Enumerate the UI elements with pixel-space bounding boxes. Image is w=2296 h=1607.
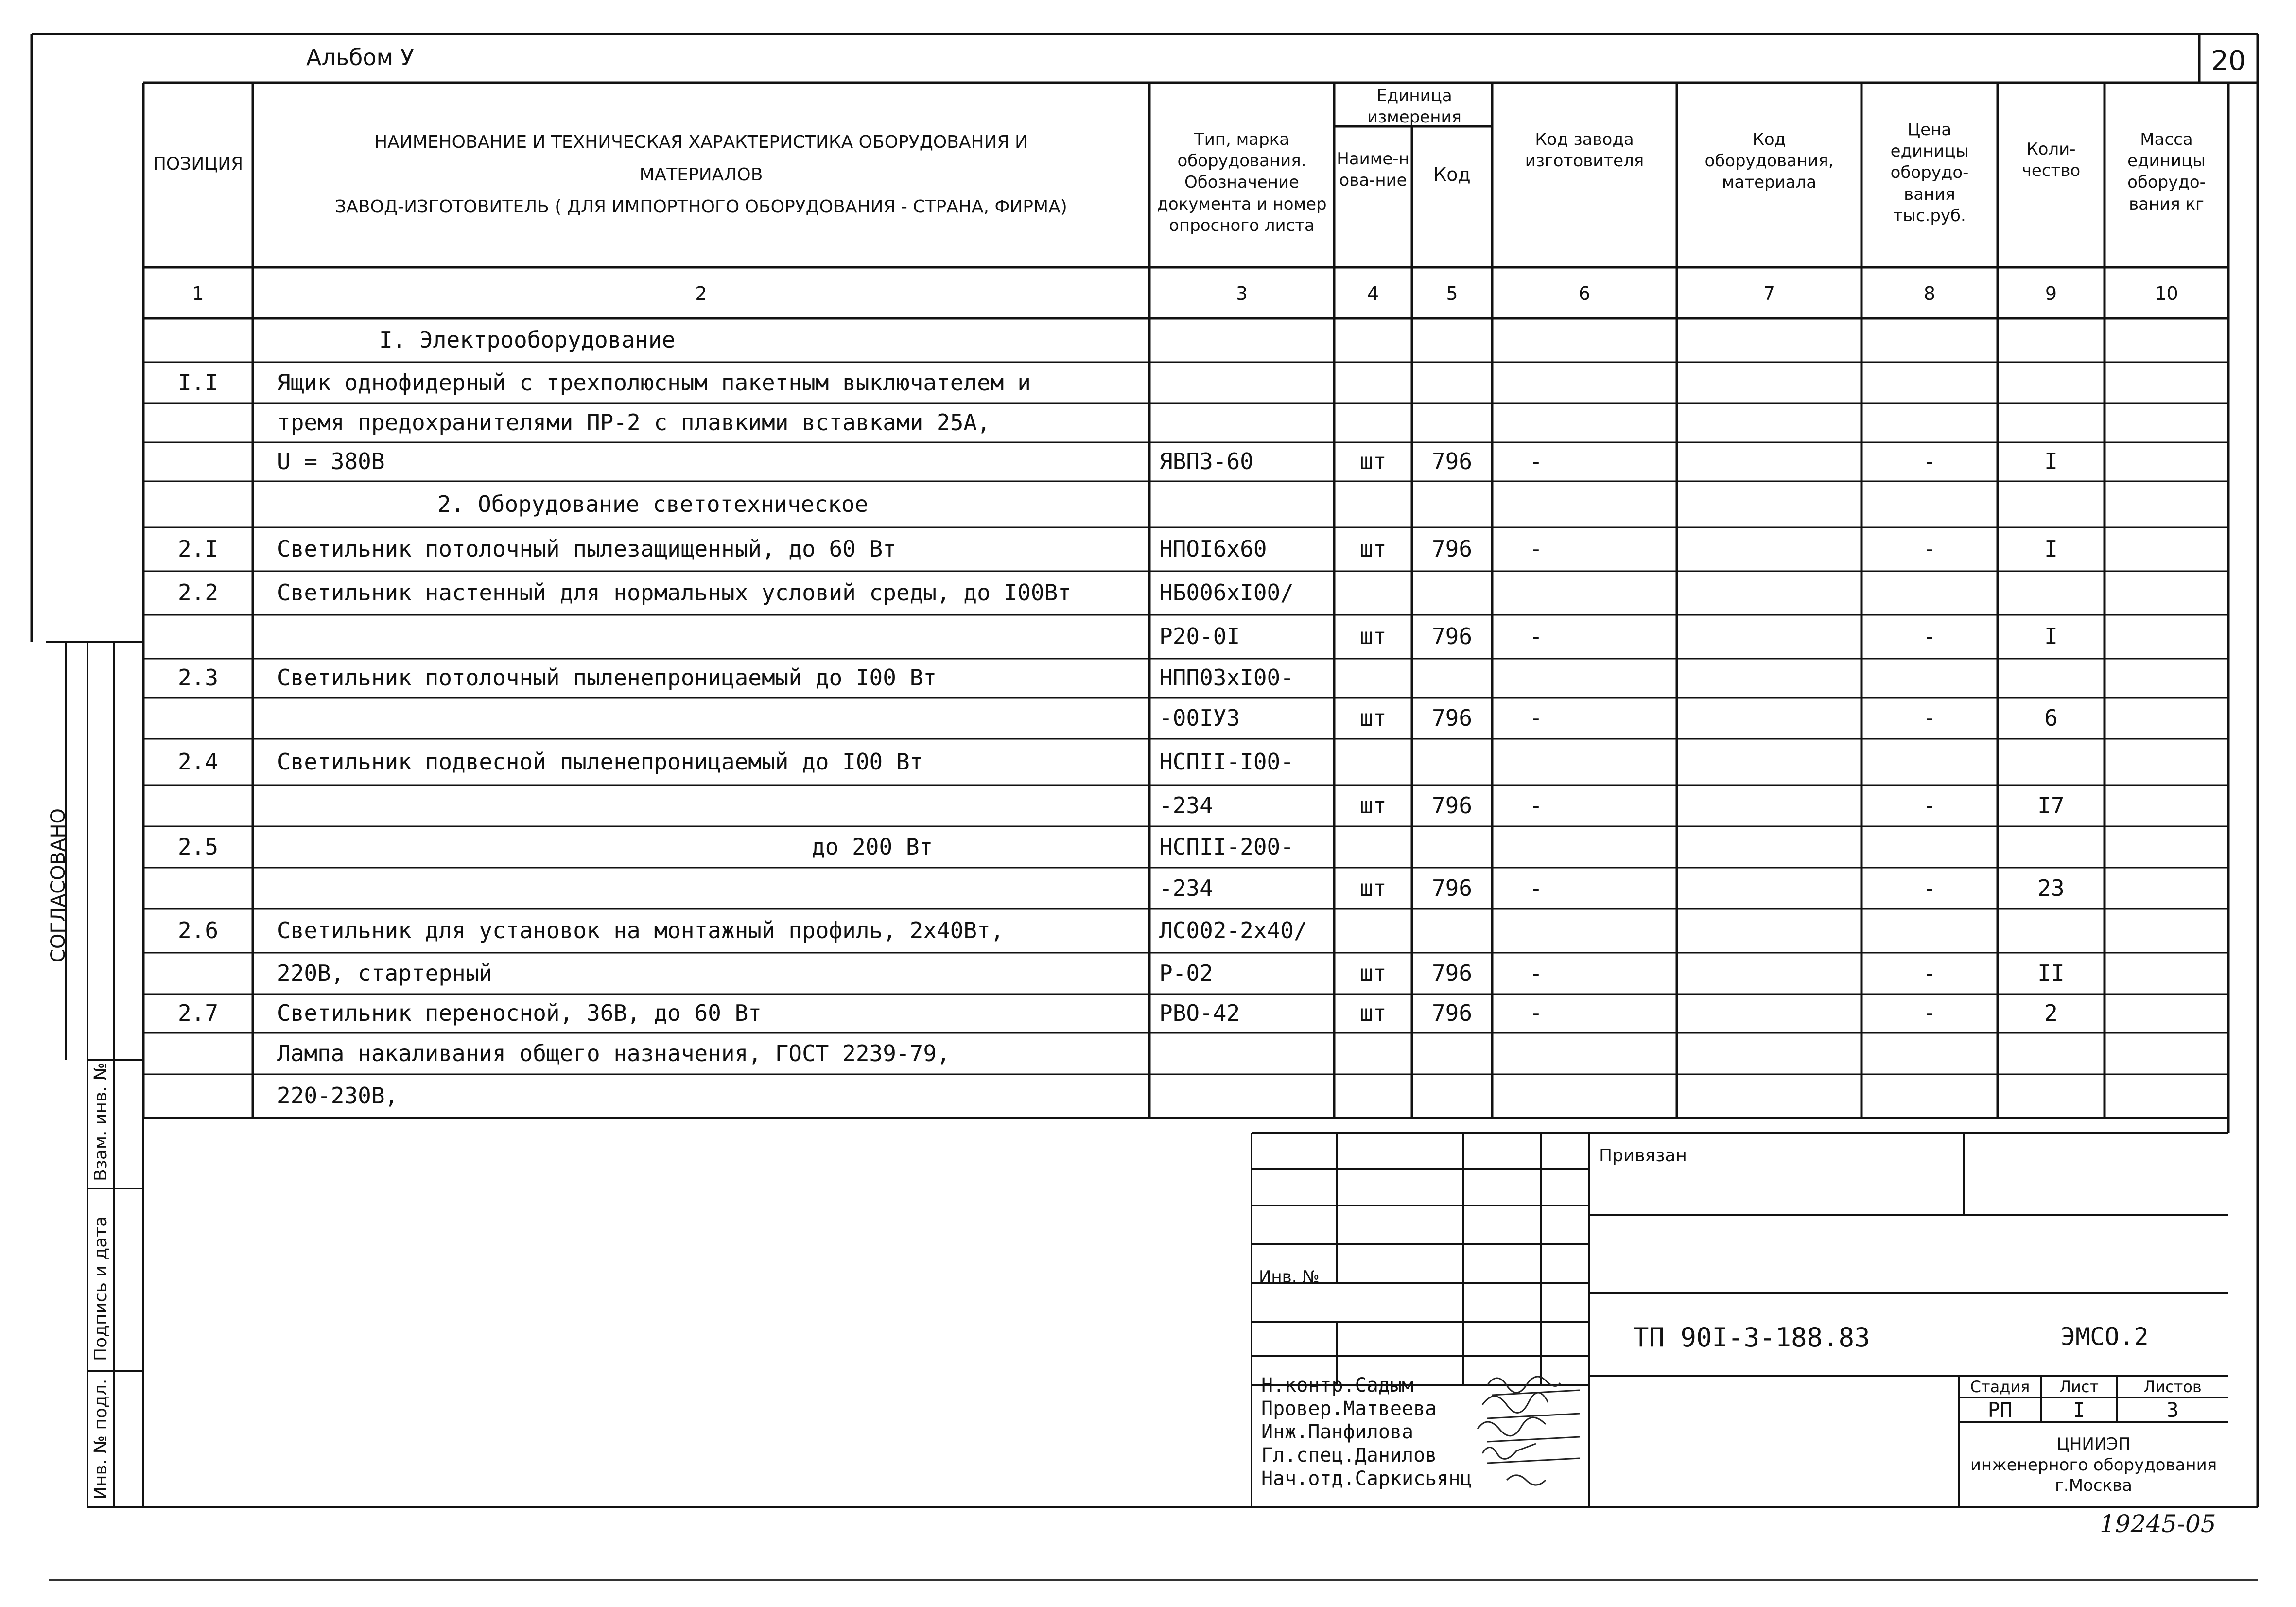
row-name: 2. Оборудование светотехническое: [437, 491, 869, 517]
document-code: ТП 90I-3-188.83: [1633, 1322, 1870, 1353]
row-type: НСПII-I00-: [1159, 749, 1294, 775]
row-unit: шт: [1359, 705, 1387, 731]
row-quantity: 23: [2037, 875, 2065, 901]
row-price: -: [1923, 536, 1936, 562]
row-name: U = 380В: [277, 448, 385, 474]
row-price: -: [1923, 705, 1936, 731]
row-unit: шт: [1359, 960, 1387, 986]
row-position: 2.4: [177, 749, 219, 775]
row-type: Р20-0I: [1159, 623, 1240, 649]
row-quantity: 6: [2044, 705, 2058, 731]
signature-row: [1261, 1399, 1437, 1418]
sheet-number: 20: [2211, 45, 2246, 77]
signature-role: Инж.: [1261, 1421, 1308, 1443]
row-name: I. Электрооборудование: [379, 327, 676, 353]
row-mfr-code: -: [1529, 792, 1543, 819]
row-mfr-code: -: [1529, 623, 1543, 649]
side-box-inv-orig: Инв. № подл.: [91, 1379, 111, 1500]
signature-name: Панфилова: [1308, 1421, 1414, 1443]
side-box-sign-date: Подпись и дата: [91, 1216, 111, 1361]
row-price: -: [1923, 1000, 1936, 1026]
row-position: 2.2: [177, 579, 219, 606]
agreed-label: СОГЛАСОВАНО: [47, 808, 70, 962]
sheets-label: Листов: [2143, 1378, 2202, 1396]
column-number: 3: [1235, 283, 1248, 304]
row-mfr-code: -: [1529, 960, 1543, 986]
signature-scribbles: [1478, 1377, 1580, 1485]
row-mfr-code: -: [1529, 448, 1543, 474]
row-name: Светильник для установок на монтажный профиль, 2х40Вт,: [277, 917, 1004, 943]
column-number: 2: [695, 283, 707, 304]
col-header-mfr-code: Код завода изготовителя: [1525, 130, 1644, 171]
row-unit-code: 796: [1431, 875, 1473, 901]
column-number: 5: [1446, 283, 1458, 304]
signature-role: Нач.отд.: [1261, 1467, 1355, 1490]
row-type: НБ006хI00/: [1159, 579, 1294, 606]
sheet-value: I: [2072, 1398, 2086, 1422]
row-type: ЛС002-2х40/: [1159, 917, 1307, 943]
row-unit-code: 796: [1431, 1000, 1473, 1026]
col-header-name-line3: ЗАВОД-ИЗГОТОВИТЕЛЬ ( ДЛЯ ИМПОРТНОГО ОБОРУДОВАНИЯ - СТРАНА, ФИРМА): [335, 197, 1067, 217]
col-header-name-line2: МАТЕРИАЛОВ: [639, 164, 763, 185]
row-unit: шт: [1359, 623, 1387, 649]
row-mfr-code: -: [1529, 705, 1543, 731]
signature-role: Провер.: [1261, 1397, 1343, 1420]
column-number: 9: [2045, 283, 2057, 304]
row-unit: шт: [1359, 1000, 1387, 1026]
inv-no-label: Инв. №: [1259, 1267, 1320, 1287]
row-type: РВО-42: [1159, 1000, 1240, 1026]
column-number: 4: [1367, 283, 1379, 304]
stage-value: РП: [1987, 1398, 2013, 1422]
row-name: Лампа накаливания общего назначения, ГОСТ 2239-79,: [277, 1040, 950, 1066]
sheets-value: 3: [2166, 1398, 2179, 1422]
col-header-unit-code: Код: [1433, 164, 1471, 185]
row-type: НПП03хI00-: [1159, 664, 1294, 691]
column-number: 7: [1763, 283, 1775, 304]
row-unit-code: 796: [1431, 792, 1473, 819]
row-quantity: I: [2044, 623, 2058, 649]
signature-name: Данилов: [1355, 1444, 1437, 1467]
row-mfr-code: -: [1529, 1000, 1543, 1026]
handwritten-number: 19245-05: [2100, 1510, 2216, 1538]
signature-row: [1261, 1422, 1413, 1442]
column-number: 8: [1923, 283, 1936, 304]
col-header-mass: Масса единицы оборудо-вания кг: [2127, 130, 2206, 214]
row-name: Светильник потолочный пылезащищенный, до 60 Вт: [277, 536, 896, 562]
row-price: -: [1923, 623, 1936, 649]
col-header-name: [253, 126, 1149, 224]
row-quantity: 2: [2044, 1000, 2058, 1026]
row-position: 2.5: [177, 834, 219, 860]
sheet-label: Лист: [2059, 1378, 2099, 1396]
document-mark: ЭМСО.2: [2061, 1323, 2149, 1351]
signature-row: [1261, 1469, 1472, 1488]
row-type: ЯВПЗ-60: [1159, 448, 1253, 474]
row-unit: шт: [1359, 536, 1387, 562]
row-unit-code: 796: [1431, 623, 1473, 649]
row-quantity: II: [2037, 960, 2065, 986]
col-header-qty: Коли-чество: [2021, 140, 2081, 181]
row-price: -: [1923, 875, 1936, 901]
row-mfr-code: -: [1529, 875, 1543, 901]
row-unit: шт: [1359, 875, 1387, 901]
row-name: до 200 Вт: [812, 834, 933, 860]
row-name: 220-230В,: [277, 1083, 399, 1109]
col-header-name-line1: НАИМЕНОВАНИЕ И ТЕХНИЧЕСКАЯ ХАРАКТЕРИСТИКА ОБОРУДОВАНИЯ И: [374, 132, 1028, 152]
col-header-type: Тип, марка оборудования. Обозначение документа и номер опросного листа: [1157, 130, 1327, 235]
organization-block: [1959, 1434, 2228, 1496]
organization-division: инженерного оборудования: [1970, 1455, 2217, 1475]
column-number: 10: [2155, 283, 2178, 304]
row-price: -: [1923, 792, 1936, 819]
row-unit: шт: [1359, 448, 1387, 474]
row-name: Светильник потолочный пыленепроницаемый до I00 Вт: [277, 664, 937, 691]
row-type: НПОI6х60: [1159, 536, 1267, 562]
signature-name: Матвеева: [1343, 1397, 1437, 1420]
column-number: 1: [192, 283, 204, 304]
row-quantity: I: [2044, 536, 2058, 562]
row-type: НСПII-200-: [1159, 834, 1294, 860]
row-type: -234: [1159, 792, 1213, 819]
row-name: тремя предохранителями ПР-2 с плавкими вставками 25А,: [277, 409, 991, 436]
row-mfr-code: -: [1529, 536, 1543, 562]
row-position: I.I: [177, 369, 219, 396]
stage-label: Стадия: [1970, 1378, 2030, 1396]
row-unit-code: 796: [1431, 448, 1473, 474]
tied-label: Привязан: [1599, 1146, 1687, 1166]
row-name: Светильник настенный для нормальных условий среды, до I00Вт: [277, 579, 1071, 606]
col-header-unit-name: Наиме-нова-ние: [1337, 149, 1409, 191]
col-header-price: Цена единицы оборудо-вания тыс.руб.: [1890, 120, 1969, 226]
row-unit: шт: [1359, 792, 1387, 819]
row-unit-code: 796: [1431, 705, 1473, 731]
column-number: 6: [1578, 283, 1591, 304]
row-name: Светильник подвесной пыленепроницаемый до I00 Вт: [277, 749, 923, 775]
row-position: 2.3: [177, 664, 219, 691]
col-header-position: ПОЗИЦИЯ: [153, 154, 244, 174]
col-header-equip-code: Код оборудования, материала: [1705, 130, 1834, 192]
signature-row: [1261, 1446, 1437, 1465]
signature-role: Н.контр.: [1261, 1374, 1355, 1397]
signature-name: Саркисьянц: [1355, 1467, 1472, 1490]
row-quantity: I: [2044, 448, 2058, 474]
row-type: -234: [1159, 875, 1213, 901]
row-position: 2.I: [177, 536, 219, 562]
row-quantity: I7: [2037, 792, 2065, 819]
row-price: -: [1923, 448, 1936, 474]
signature-row: [1261, 1376, 1413, 1395]
row-name: 220В, стартерный: [277, 960, 493, 986]
row-name: Ящик однофидерный с трехполюсным пакетным выключателем и: [277, 369, 1031, 396]
signature-role: Гл.спец.: [1261, 1444, 1355, 1467]
row-price: -: [1923, 960, 1936, 986]
album-label: Альбом У: [306, 44, 414, 70]
organization-name: ЦНИИЭП: [2056, 1434, 2131, 1454]
organization-city: г.Москва: [2055, 1476, 2132, 1495]
side-box-replace-inv: Взам. инв. №: [91, 1062, 111, 1181]
col-header-unit: Единица измерения: [1367, 86, 1462, 127]
row-type: Р-02: [1159, 960, 1213, 986]
row-unit-code: 796: [1431, 536, 1473, 562]
row-position: 2.7: [177, 1000, 219, 1026]
row-name: Светильник переносной, 36В, до 60 Вт: [277, 1000, 762, 1026]
signature-name: Садым: [1355, 1374, 1414, 1397]
row-unit-code: 796: [1431, 960, 1473, 986]
row-type: -00IУ3: [1159, 705, 1240, 731]
row-position: 2.6: [177, 917, 219, 943]
